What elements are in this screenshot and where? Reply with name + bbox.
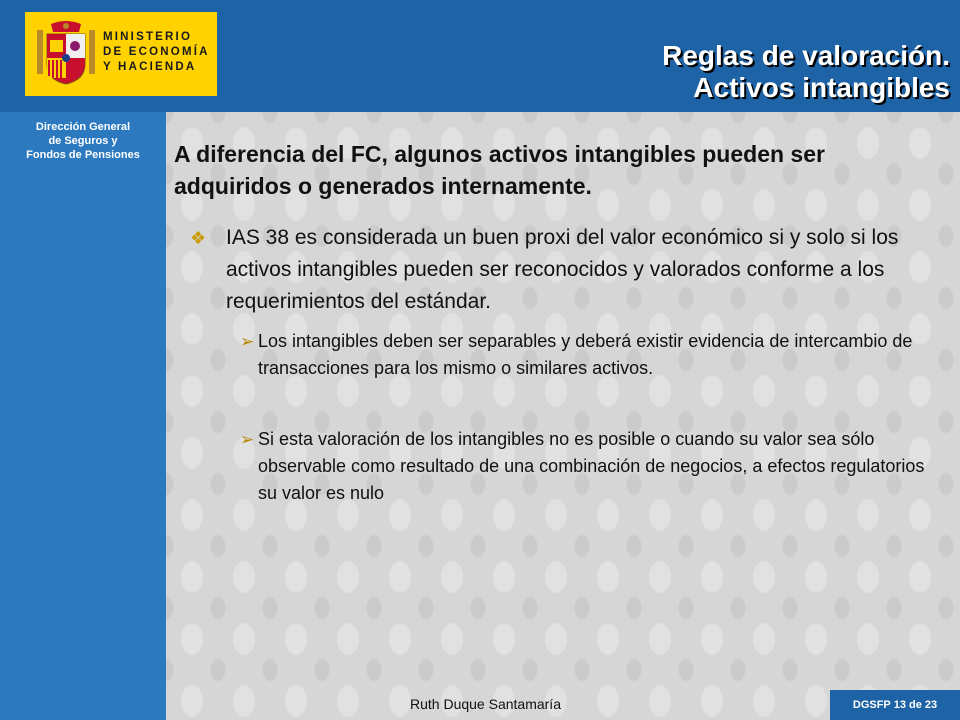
- page-number-badge: [830, 690, 960, 720]
- page-prefix: DGSFP: [852, 699, 891, 711]
- slide-title: [662, 40, 950, 104]
- bullet-text: IAS 38 es considerada un buen proxi del valor económico si y solo si los activos intangibles pueden ser reconocidos y valorados conforme a los requerimientos del estándar.: [226, 226, 899, 313]
- sub-bullet-item: [240, 328, 940, 382]
- coat-of-arms-icon: [35, 20, 97, 88]
- page-number: 13: [893, 699, 907, 711]
- department-line: Fondos de Pensiones: [26, 149, 140, 161]
- bullet-item: [190, 222, 950, 318]
- sub-bullet-text: Si esta valoración de los intangibles no es posible o cuando su valor sea sólo observable como resultado de una combinación de negocios, a efectos regulatorios su valor es nulo: [258, 429, 925, 503]
- diamond-bullet-icon: ❖: [190, 228, 207, 248]
- sidebar: [0, 112, 166, 720]
- page-total: 23: [924, 699, 938, 711]
- header-bar: [0, 0, 960, 112]
- ministry-line: MINISTERIO: [103, 31, 193, 43]
- sub-bullet-text: Los intangibles deben ser separables y deberá existir evidencia de intercambio de transacciones para los mismo o similares activos.: [258, 331, 913, 378]
- department-line: Dirección General: [35, 121, 131, 133]
- arrow-bullet-icon: ➢: [240, 332, 255, 351]
- footer-author: Ruth Duque Santamaría: [410, 696, 561, 712]
- department-line: de Seguros y: [48, 135, 118, 147]
- ministry-name: [103, 30, 215, 75]
- ministry-logo: [25, 12, 217, 96]
- slide-title-line: Reglas de valoración.: [662, 40, 950, 71]
- slide-title-line: Activos intangibles: [693, 72, 950, 103]
- slide-heading: A diferencia del FC, algunos activos intangibles pueden ser adquiridos o generados internamente.: [174, 141, 825, 199]
- ministry-line: DE ECONOMÍA: [103, 46, 210, 58]
- page-of: de: [909, 699, 922, 711]
- slide-body: [166, 112, 960, 720]
- department-name: [8, 120, 158, 162]
- sub-bullet-item: [240, 426, 940, 507]
- arrow-bullet-icon: ➢: [240, 430, 255, 449]
- ministry-line: Y HACIENDA: [103, 61, 197, 73]
